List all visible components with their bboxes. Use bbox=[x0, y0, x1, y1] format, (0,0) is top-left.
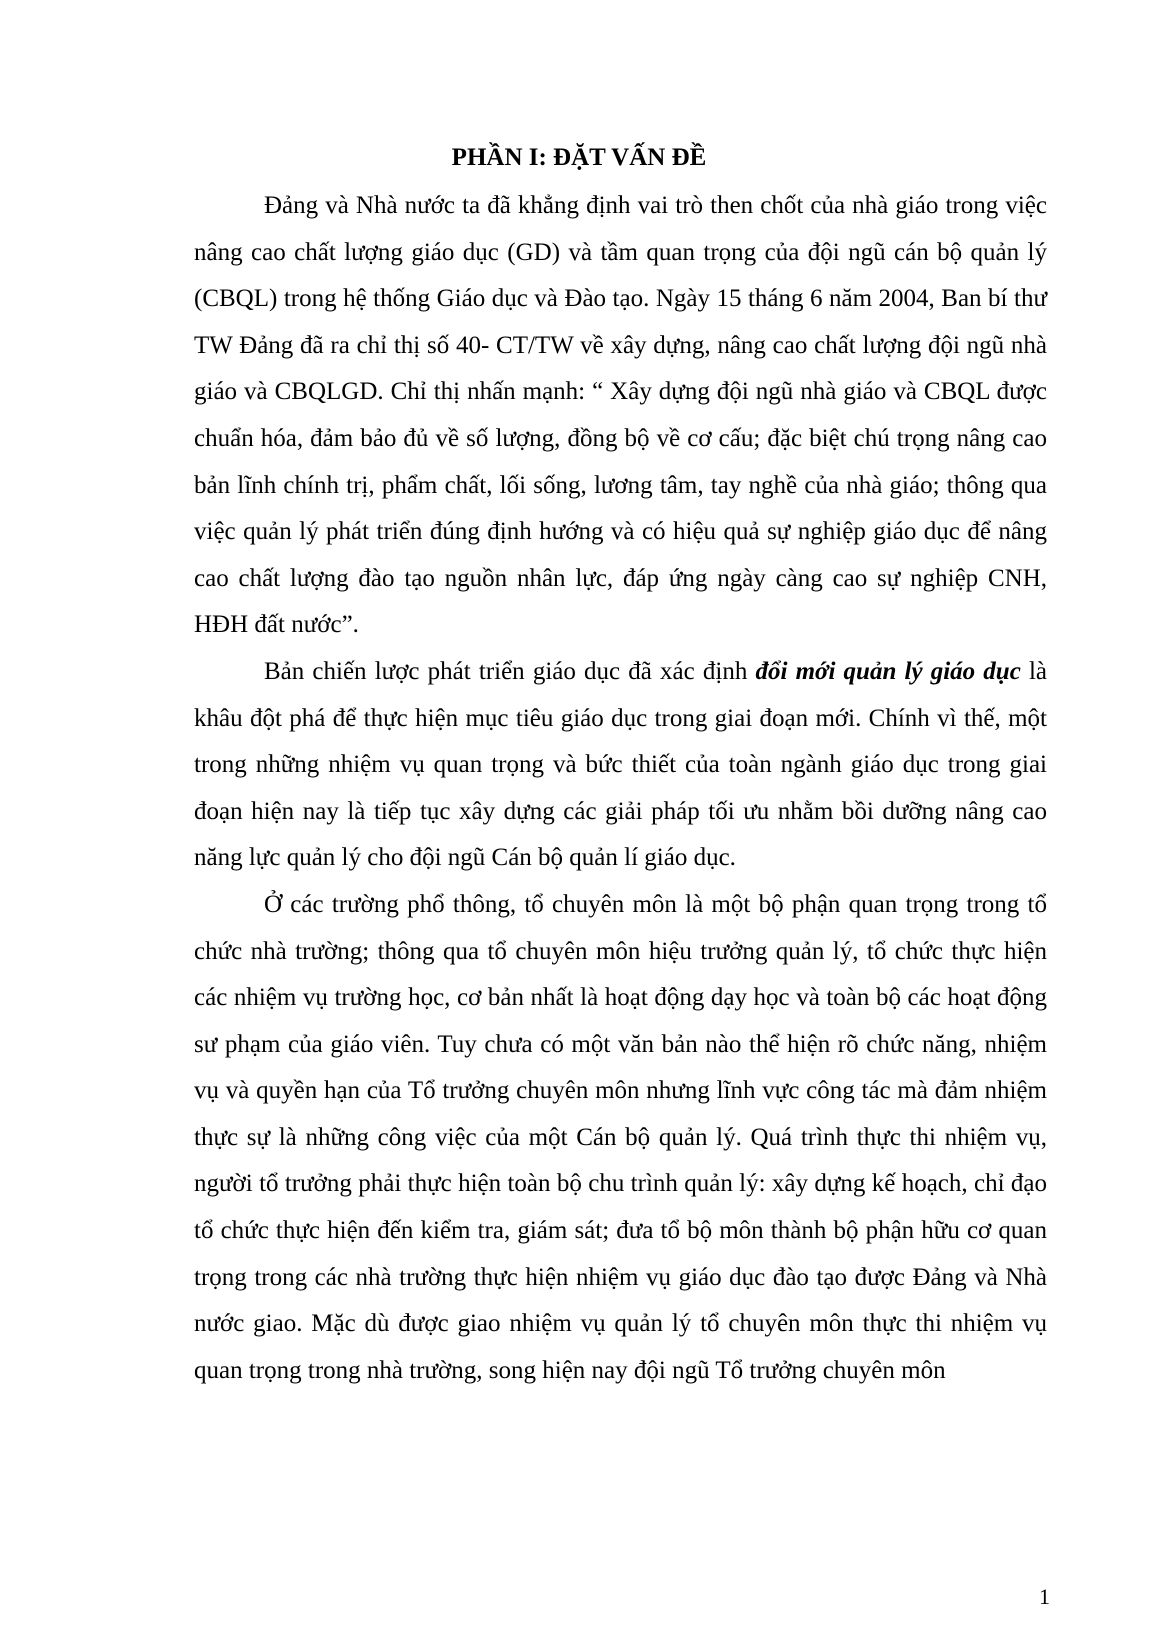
paragraph-1: Đảng và Nhà nước ta đã khẳng định vai trò then chốt của nhà giáo trong việc nâng cao chất lượng giáo dục (GD) và tầm quan trọng của đội ngũ cán bộ quản lý (CBQL) trong hệ thống Giáo dục và Đào tạo. Ngày 15 tháng 6 năm 2004, Ban bí thư TW Đảng đã ra chỉ thị số 40- CT/TW về xây dựng, nâng cao chất lượng đội ngũ nhà giáo và CBQLGD. Chỉ thị nhấn mạnh: “ Xây dựng đội ngũ nhà giáo và CBQL được chuẩn hóa, đảm bảo đủ về số lượng, đồng bộ về cơ cấu; đặc biệt chú trọng nâng cao bản lĩnh chính trị, phẩm chất, lối sống, lương tâm, tay nghề của nhà giáo; thông qua việc quản lý phát triển đúng định hướng và có hiệu quả sự nghiệp giáo dục để nâng cao chất lượng đào tạo nguồn nhân lực, đáp ứng ngày càng cao sự nghiệp CNH, HĐH đất nước”. bbox=[194, 192, 1047, 639]
page-number: 1 bbox=[1039, 1584, 1050, 1609]
paragraph-2-tail: là khâu đột phá để thực hiện mục tiêu giáo dục trong giai đoạn mới. Chính vì thế, một trong những nhiệm vụ quan trọng và bức thiết của toàn ngành giáo dục trong giai đoạn hiện nay là tiếp tục xây dựng các giải pháp tối ưu nhằm bồi dưỡng nâng cao năng lực quản lý cho đội ngũ Cán bộ quản lí giáo dục. bbox=[194, 657, 1047, 872]
paragraph-2-lead: Bản chiến lược phát triển giáo dục đã xác định bbox=[264, 657, 756, 685]
paragraph-2-emphasis: đổi mới quản lý giáo dục bbox=[755, 657, 1021, 685]
body-text bbox=[194, 183, 1047, 1394]
section-heading: PHẦN I: ĐẶT VẤN ĐỀ bbox=[451, 144, 707, 171]
paragraph-3: Ở các trường phổ thông, tổ chuyên môn là một bộ phận quan trọng trong tổ chức nhà trường; thông qua tổ chuyên môn hiệu trưởng quản lý, tổ chức thực hiện các nhiệm vụ trường học, cơ bản nhất là hoạt động dạy học và toàn bộ các hoạt động sư phạm của giáo viên. Tuy chưa có một văn bản nào thể hiện rõ chức năng, nhiệm vụ và quyền hạn của Tổ trưởng chuyên môn nhưng lĩnh vực công tác mà đảm nhiệm thực sự là những công việc của một Cán bộ quản lý. Quá trình thực thi nhiệm vụ, người tổ trưởng phải thực hiện toàn bộ chu trình quản lý: xây dựng kế hoạch, chỉ đạo tổ chức thực hiện đến kiểm tra, giám sát; đưa tổ bộ môn thành bộ phận hữu cơ quan trọng trong các nhà trường thực hiện nhiệm vụ giáo dục đào tạo được Đảng và Nhà nước giao. Mặc dù được giao nhiệm vụ quản lý tổ chuyên môn thực thi nhiệm vụ quan trọng trong nhà trường, song hiện nay đội ngũ Tổ trưởng chuyên môn bbox=[194, 890, 1047, 1384]
paragraph-2 bbox=[194, 649, 1047, 882]
